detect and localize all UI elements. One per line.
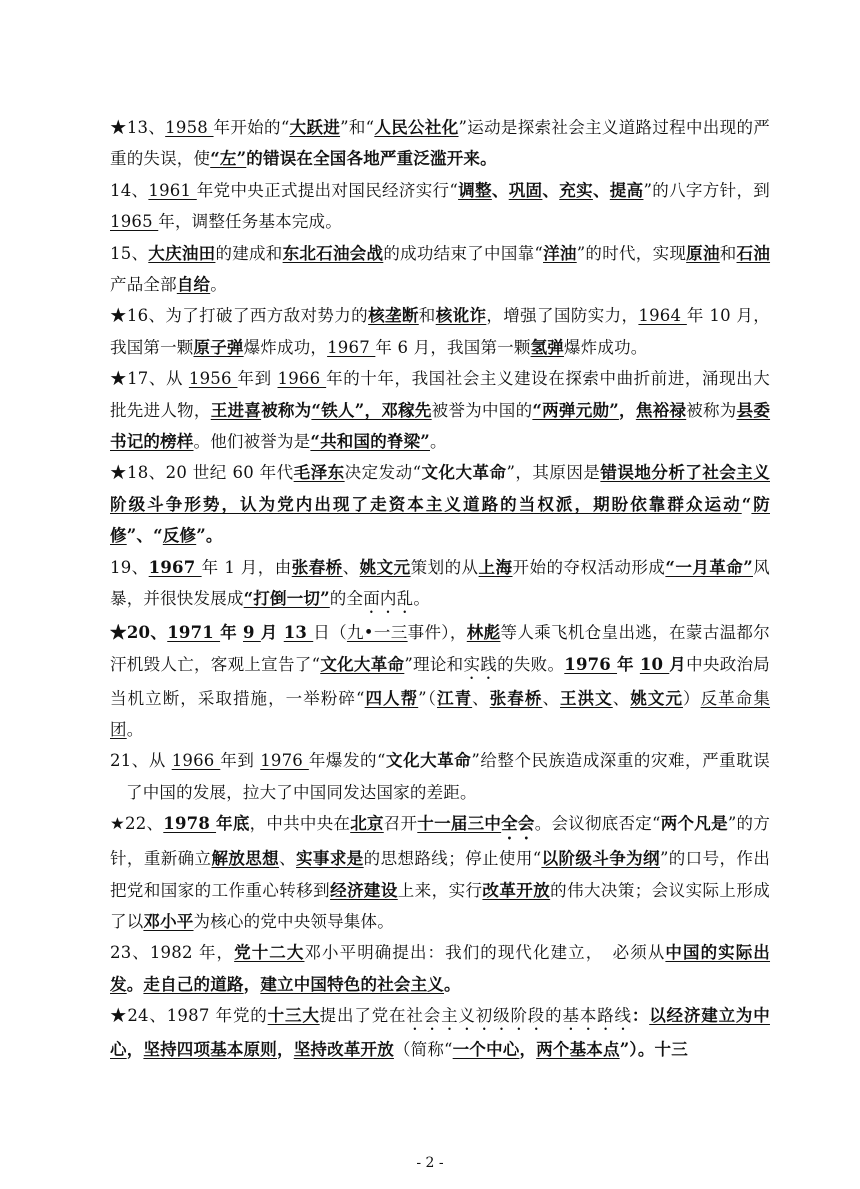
text-segment: 年 6 月，我国第一颗 (375, 337, 531, 357)
text-segment: 月 (669, 654, 687, 674)
text-segment: 、 (342, 557, 360, 577)
text-segment: 风暴，并很快发展成 (110, 557, 770, 609)
underlined-term: 邓稼先 (381, 400, 432, 420)
text-segment: ★17、从 (110, 369, 189, 389)
text-segment: 爆炸成功， (243, 337, 328, 357)
text-segment: ”运动是探索社会主义道路过程中出现的严重的失误，使 (110, 118, 770, 169)
underlined-term: 文化大革命 (320, 654, 405, 674)
underlined-term: 十三大 (267, 1006, 320, 1026)
text-segment: 邓小平明确提出：我们的现代化建立， 必须从 (304, 943, 666, 963)
emphasized-term: 基本路线 (562, 1006, 632, 1026)
underlined-term: 邓小平 (143, 911, 194, 931)
paragraph (110, 745, 770, 808)
underlined-term: 洋油 (543, 243, 577, 263)
underlined-term: 上海 (478, 557, 513, 577)
text-segment: 、 (472, 688, 490, 708)
text-segment: 年，调整任务基本完成。 (158, 212, 342, 232)
underlined-term: 1965 (110, 212, 159, 232)
text-segment: 年到 (220, 751, 261, 771)
underlined-term: 县委书记的榜样 (110, 400, 771, 452)
text-segment: 和 (418, 306, 436, 326)
text-segment: 为核心的党中央领导集体。 (193, 911, 394, 931)
underlined-term: 党十二大 (234, 943, 305, 963)
emphasized-term: 社会主义初级阶段 (406, 1006, 546, 1026)
paragraph (110, 552, 770, 617)
paragraph (110, 457, 770, 551)
underlined-term: 原油 (686, 243, 720, 263)
paragraph (110, 937, 770, 1000)
text-segment: 15、 (110, 243, 149, 263)
text-segment: 的失败。 (497, 654, 565, 674)
underlined-term: 大跃进 (289, 118, 341, 137)
underlined-term: 坚持改革开放 (293, 1040, 394, 1060)
text-segment: ★20、 (110, 623, 168, 643)
text-segment: 开始的夺权活动形成 (512, 557, 666, 577)
text-segment: 被称为 (686, 400, 737, 420)
underlined-term: 王洪文 (560, 688, 613, 708)
text-segment: 21、从 (110, 751, 172, 771)
underlined-term: 调整 (458, 180, 492, 200)
underlined-term: 解放思想 (211, 849, 280, 869)
underlined-term: 中国的实际出发 (110, 943, 771, 994)
underlined-term: 错误地分析了社会主义阶级斗争形势，认为党内出现了走资本主义道路的当权派，期盼依靠群众运动 (110, 463, 770, 514)
underlined-term: 1961 (148, 180, 197, 200)
text-segment: 年底 (216, 814, 250, 834)
underlined-term: 一个中心 (452, 1040, 520, 1060)
text-segment: 的成功结束了中国靠“ (383, 243, 544, 263)
underlined-term: 林彪 (466, 623, 501, 643)
text-segment: 、 (279, 849, 297, 869)
text-segment: 。 (413, 589, 431, 609)
underlined-term: 提高 (609, 180, 644, 200)
text-segment: ， (277, 1040, 294, 1060)
underlined-term: 巩固 (508, 180, 543, 200)
text-segment: 23、1982 年， (110, 943, 235, 963)
underlined-term: 走自己的道路 (143, 974, 244, 994)
text-segment: 文化大革命 (421, 463, 507, 483)
text-segment: ”的八字方针，到 (643, 180, 770, 200)
underlined-term: 1978 (163, 814, 217, 834)
text-segment: 产品全部 (110, 275, 177, 295)
underlined-term: 两个基本点 (536, 1040, 620, 1060)
text-segment: ”）。十三 (619, 1040, 688, 1060)
text-segment: 的建成和 (215, 243, 283, 263)
underlined-term: 1976 (564, 654, 618, 674)
underlined-term: 人民公社化 (374, 118, 459, 137)
underlined-term: “铁人”， (311, 400, 382, 420)
text-segment: ”的时代，实现 (576, 243, 687, 263)
text-segment: 被称为 (261, 400, 312, 420)
text-segment: 。 (126, 719, 144, 739)
underlined-term: 1958 (165, 118, 214, 137)
text-segment: ， (618, 400, 636, 420)
text-segment: ） (683, 688, 701, 708)
text-segment: 和 (719, 243, 737, 263)
paragraph (110, 1000, 770, 1065)
underlined-term: 1966 (171, 751, 221, 771)
underlined-term: 1976 (260, 751, 309, 771)
text-segment: ”和“ (340, 118, 375, 137)
underlined-term: 姚文元 (630, 688, 684, 708)
underlined-term: “左” (210, 149, 247, 169)
underlined-term: 毛泽东 (293, 463, 345, 483)
underlined-term: 张春桥 (489, 688, 543, 708)
underlined-term: 1956 (188, 369, 238, 389)
text-segment: ，中共中央在 (249, 814, 351, 834)
underlined-term: 十一届三中 (417, 814, 502, 834)
underlined-term: 北京 (350, 814, 384, 834)
underlined-term: “打倒一切” (243, 589, 330, 609)
text-segment: 的伟大决策；会议实际上形成了以 (110, 880, 770, 931)
text-segment: 月 (260, 623, 284, 643)
text-segment: ★22、 (110, 814, 164, 834)
text-segment: 年开始的“ (213, 118, 290, 137)
text-segment: 的错误在全国各地严重泛滥开来。 (246, 149, 497, 169)
page-number: - 2 - (416, 1155, 444, 1171)
paragraph (110, 808, 770, 937)
document-body (110, 112, 770, 1066)
underlined-term: 东北石油会战 (282, 243, 384, 263)
underlined-term: 核垄断 (368, 306, 419, 326)
underlined-term: 1967 (327, 337, 376, 357)
text-segment: 中央政治局当机立断，采取措施，一举粉碎“ (110, 654, 770, 708)
underlined-term: 9 (243, 623, 261, 643)
text-segment: 文化大革命 (385, 751, 472, 771)
text-segment: 年 10 月，我国第一颗 (110, 306, 770, 357)
text-segment: ”理论和 (404, 654, 464, 674)
underlined-term: 大庆油田 (148, 243, 216, 263)
text-segment: ★18、20 世纪 60 年代 (110, 463, 294, 483)
paragraph (110, 363, 770, 457)
text-segment: 。会议彻底否定“ (534, 814, 661, 834)
text-segment: 、 (612, 688, 631, 708)
paragraph (110, 175, 770, 238)
underlined-term: “两弹元勋” (532, 400, 619, 420)
underlined-term: 1967 (148, 557, 202, 577)
underlined-term: 氢弹 (530, 337, 564, 357)
underlined-term: 1971 (167, 623, 221, 643)
text-segment: ★13、 (110, 118, 166, 137)
text-segment: 、 (592, 180, 610, 200)
text-segment: ★16、为了打破了西方敌对势力的 (110, 306, 369, 326)
text-segment: 。 (126, 974, 144, 994)
underlined-term: “共和国的脊梁” (310, 432, 430, 452)
text-segment: 爆炸成功。 (563, 337, 648, 357)
emphasized-term: 全会 (501, 814, 535, 834)
underlined-term: 石油 (736, 243, 771, 263)
text-segment: ”（ (418, 688, 437, 708)
text-segment: 的思想路线；停止使用“ (363, 849, 542, 869)
text-segment: ”的方针，重新确立 (110, 814, 771, 869)
underlined-term: 以阶级斗争为纲 (541, 849, 660, 869)
paragraph (110, 300, 770, 363)
text-segment: ”的口号，作出把党和国家的工作重心转移到 (110, 849, 771, 900)
paragraph (110, 617, 770, 745)
underlined-term: 1966 (277, 369, 327, 389)
underlined-term: 充实 (559, 180, 593, 200)
text-segment: 召开 (383, 814, 418, 834)
text-segment: ，增强了国防实力， (486, 306, 639, 326)
text-segment: 年党中央正式提出对国民经济实行“ (196, 180, 459, 200)
text-segment: ”，其原因是 (506, 463, 601, 483)
text-segment: ， (243, 974, 261, 994)
emphasized-term: 实践 (463, 654, 498, 674)
underlined-term: 张春桥 (291, 557, 343, 577)
text-segment: 上来，实行 (397, 880, 483, 900)
text-segment: 。 (444, 974, 461, 994)
text-segment: 被誉为中国的 (431, 400, 533, 420)
text-segment: 提出了党在 (319, 1006, 407, 1026)
underlined-term: 原子弹 (193, 337, 244, 357)
text-segment: （简称“ (393, 1040, 453, 1060)
text-segment: 决定发动“ (344, 463, 422, 483)
underlined-term: 13 (283, 623, 314, 643)
text-segment: ： (631, 1006, 650, 1026)
text-segment: 。他们被誉为是 (193, 432, 311, 452)
underlined-term: 九•一三 (346, 623, 408, 643)
underlined-term: 实事求是 (296, 849, 364, 869)
underlined-term: 四人帮 (364, 688, 419, 708)
text-segment: 19、 (110, 557, 149, 577)
underlined-term: 焦裕禄 (635, 400, 687, 420)
underlined-term: 1964 (638, 306, 687, 326)
underlined-term: 核讹诈 (435, 306, 487, 326)
underlined-term: 建立中国特色的社会主义 (260, 974, 445, 994)
text-segment: 日（ (313, 623, 347, 643)
text-segment: 年爆发的“ (308, 751, 386, 771)
emphasized-term: 面内乱 (363, 589, 414, 609)
text-segment: 。 (210, 275, 227, 295)
paragraph (110, 238, 770, 301)
text-segment: 年 (617, 654, 640, 674)
text-segment: ， (519, 1040, 537, 1060)
text-segment: 两个凡是 (660, 814, 728, 834)
text-segment: ★24、1987 年党的 (110, 1006, 268, 1026)
text-segment: ”。 (196, 526, 223, 546)
text-segment: 的 (545, 1006, 563, 1026)
text-segment: ”给整个民族造成深重的灾难，严重耽误了中国的发展，拉大了中国同发达国家的差距。 (126, 751, 770, 802)
underlined-term: 坚持四项基本原则 (143, 1040, 278, 1060)
underlined-term: “一月革命” (665, 557, 753, 577)
text-segment: 、 (542, 688, 561, 708)
text-segment: 年到 (237, 369, 278, 389)
underlined-term: 自给 (176, 275, 211, 295)
text-segment: 策划的从 (410, 557, 479, 577)
text-segment: 。 (430, 432, 447, 452)
underlined-term: 经济建设 (330, 880, 398, 900)
text-segment: 年的十年，我国社会主义建设在探索中曲折前进，涌现出大批先进人物， (110, 369, 770, 420)
underlined-term: 改革开放 (482, 880, 551, 900)
text-segment: ”、“ (126, 526, 163, 546)
text-segment: 事件）， (407, 623, 467, 643)
text-segment: 、 (542, 180, 560, 200)
text-segment: ， (126, 1040, 144, 1060)
underlined-term: 姚文元 (359, 557, 411, 577)
text-segment: 年 (220, 623, 244, 643)
underlined-term: 防修 (110, 494, 770, 546)
text-segment: 的全 (329, 589, 364, 609)
paragraph (110, 112, 770, 175)
underlined-term: 10 (639, 654, 670, 674)
text-segment: 年 1 月，由 (201, 557, 292, 577)
text-segment: 14、 (110, 180, 149, 200)
text-segment: 等人乘飞机仓皇出逃，在蒙古温都尔汗机毁人亡，客观上宣告了“ (110, 623, 770, 674)
underlined-term: 以经济建立为中心 (110, 1006, 770, 1060)
underlined-term: 王进喜 (210, 400, 262, 420)
text-segment: 、 (491, 180, 509, 200)
underlined-term: 反修 (162, 526, 197, 546)
text-segment: “ (741, 494, 752, 514)
underlined-term: 反革命集团 (110, 688, 771, 739)
underlined-term: 江青 (437, 688, 473, 708)
